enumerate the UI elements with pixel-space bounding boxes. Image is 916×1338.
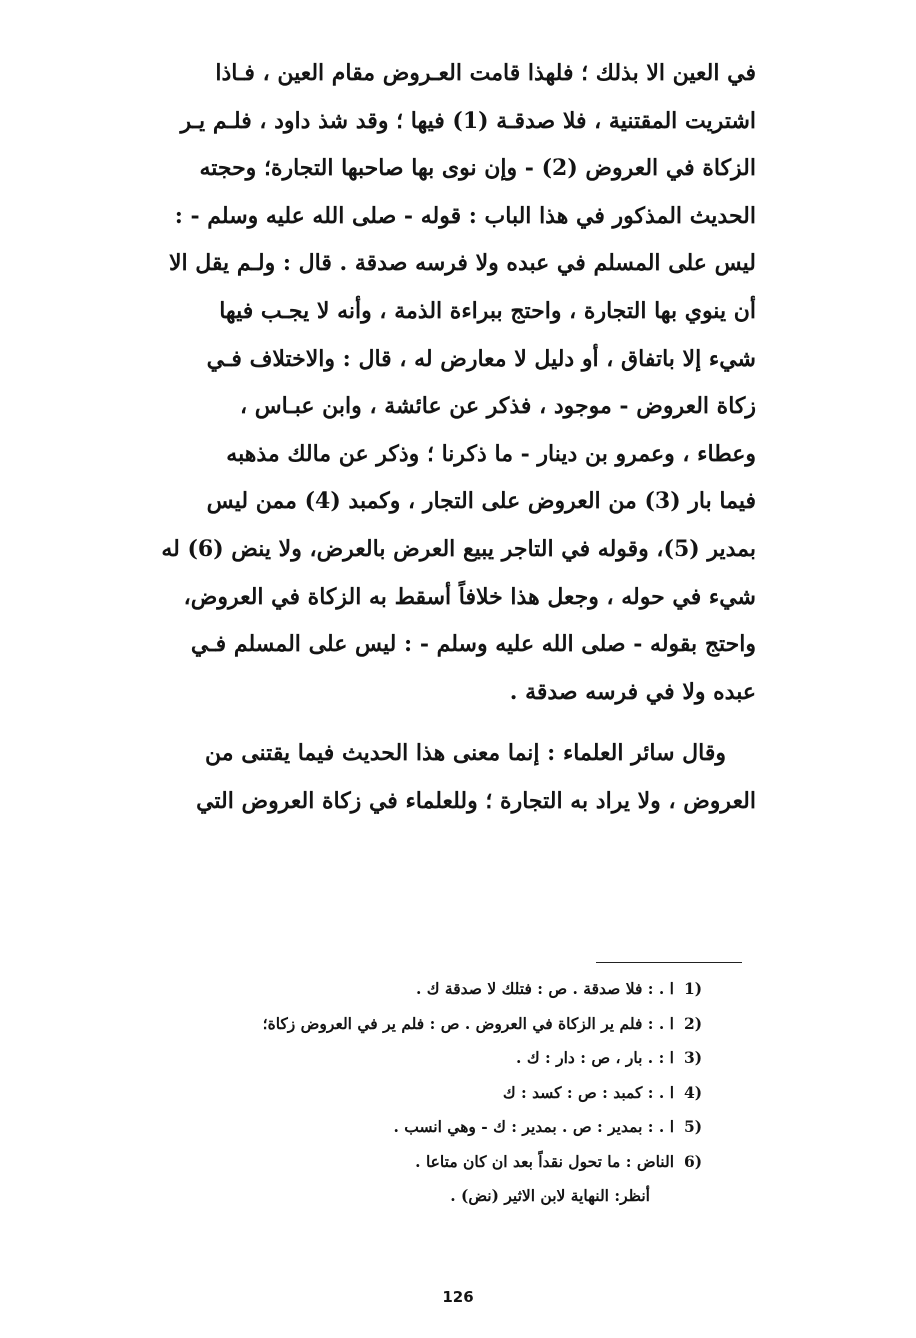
text-line: العروض ، ولا يراد به التجارة ؛ وللعلماء في زكاة العروض التي (196, 787, 756, 814)
footnote (90, 1041, 710, 1076)
footnote-text: ا . : كمبد : ص : كسد : ك (502, 1082, 674, 1102)
text-line: فيما بار (3) من العروض على التجار ، وكمبد (4) ممن ليس (206, 488, 756, 515)
footnote (90, 972, 710, 1007)
text-line: شيء في حوله ، وجعل هذا خلافاً أسقط به الزكاة في العروض، (183, 583, 756, 610)
text-line: الحديث المذكور في هذا الباب : قوله - صلى الله عليه وسلم - : (174, 202, 756, 229)
footnote-text: ا . : فلم ير الزكاة في العروض . ص : فلم ير في العروض زكاة؛ (262, 1013, 674, 1033)
footnote-text: ا . : بمدير : ص . بمدير : ك - وهي انسب . (393, 1117, 674, 1136)
text-line: ليس على المسلم في عبده ولا فرسه صدقة . قال : ولـم يقل الا (168, 250, 756, 277)
paragraph-gap (100, 716, 756, 730)
text-line: زكاة العروض - موجود ، فذكر عن عائشة ، وابن عبـاس ، (239, 393, 756, 420)
footnote-number: 5) (684, 1117, 703, 1136)
footnote (90, 1110, 710, 1145)
footnote (90, 1007, 710, 1042)
footnote-text: ا : . بار ، ص : دار : ك . (516, 1048, 674, 1067)
footnote-text: الناض : ما تحول نقداً بعد ان كان متاعا . (415, 1151, 674, 1171)
footnote-number: 3) (684, 1048, 703, 1067)
footnote-number: 1) (684, 979, 703, 998)
footnote (90, 1076, 710, 1111)
text-line: وعطاء ، وعمرو بن دينار - ما ذكرنا ؛ وذكر عن مالك مذهبه (226, 440, 756, 467)
main-text (100, 50, 756, 826)
text-line: بمدير (5)، وقوله في التاجر يبيع العرض بالعرض، ولا ينض (6) له (161, 535, 756, 562)
text-line: وقال سائر العلماء : إنما معنى هذا الحديث فيما يقتنى من (205, 740, 726, 767)
text-line: شيء إلا باتفاق ، أو دليل لا معارض له ، قال : والاختلاف فـي (206, 345, 756, 372)
text-line: واحتج بقوله - صلى الله عليه وسلم - : ليس على المسلم فـي (190, 631, 756, 658)
footnote-number: 4) (684, 1082, 703, 1102)
footnote (90, 1145, 710, 1180)
footnote-continuation: أنظر: النهاية لابن الاثير (نض) . (450, 1186, 650, 1205)
footnote-number: 6) (684, 1151, 703, 1171)
footnote-number: 2) (684, 1013, 703, 1033)
text-line: عبده ولا في فرسه صدقة . (509, 678, 756, 705)
footnote-separator (596, 962, 742, 963)
footnote-text: ا . : فلا صدقة . ص : فتلك لا صدقة ك . (415, 979, 674, 998)
page-number: 126 (442, 1288, 474, 1306)
text-line: اشتريت المقتنية ، فلا صدقـة (1) فيها ؛ وقد شذ داود ، فلـم يـر (180, 107, 756, 134)
text-line: الزكاة في العروض (2) - وإن نوى بها صاحبها التجارة؛ وحجته (199, 155, 756, 182)
text-line: أن ينوي بها التجارة ، واحتج ببراءة الذمة ، وأنه لا يجـب فيها (219, 297, 756, 324)
text-line: في العين الا بذلك ؛ فلهذا قامت العـروض مقام العين ، فـاذا (215, 60, 756, 86)
footnotes (90, 972, 710, 1214)
